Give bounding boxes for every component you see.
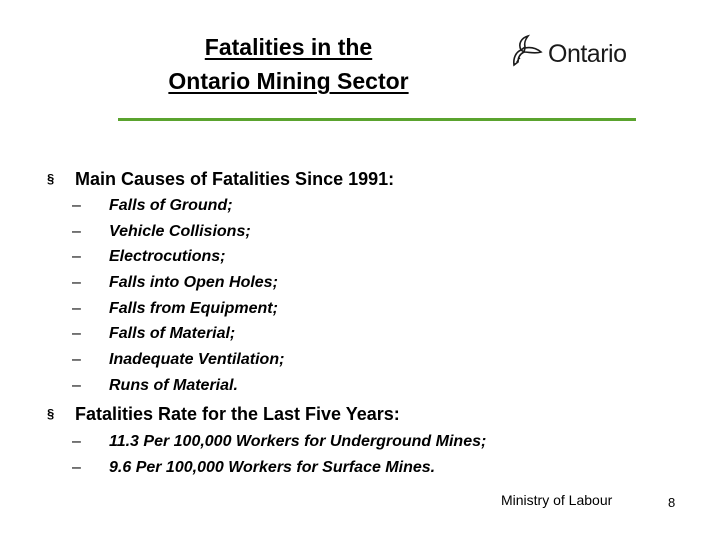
list-item <box>72 272 284 298</box>
list-item <box>72 349 284 375</box>
dash-marker: – <box>72 274 81 292</box>
bullet-heading: Main Causes of Fatalities Since 1991: <box>75 169 395 189</box>
title-divider <box>118 118 636 121</box>
ontario-logo <box>508 32 638 76</box>
list-item <box>72 221 284 247</box>
list-item <box>72 246 284 272</box>
dash-marker: – <box>72 458 81 476</box>
slide-title-line-1: Fatalities in the <box>204 34 373 60</box>
bullet-marker: § <box>47 171 55 186</box>
dash-marker: – <box>72 197 81 214</box>
list-item-text: Electrocutions; <box>109 248 226 266</box>
bullet-fatalities-rate <box>47 403 400 425</box>
logo-wordmark: Ontario <box>548 40 627 68</box>
dash-marker: – <box>72 376 81 394</box>
bullet-heading: Fatalities Rate for the Last Five Years: <box>75 404 400 424</box>
rates-list <box>72 431 486 482</box>
bullet-main-causes <box>47 168 394 190</box>
causes-list <box>72 195 284 401</box>
list-item <box>72 298 284 324</box>
dash-marker: – <box>72 248 81 266</box>
dash-marker: – <box>72 433 81 450</box>
list-item-text: Runs of Material. <box>109 376 238 394</box>
dash-marker: – <box>72 351 81 369</box>
list-item-text: Falls from Equipment; <box>109 299 278 317</box>
list-item-text: Falls of Ground; <box>109 197 233 214</box>
list-item <box>72 431 486 457</box>
footer-organization: Ministry of Labour <box>501 492 613 508</box>
dash-marker: – <box>72 222 81 240</box>
page-number: 8 <box>668 495 676 510</box>
list-item-text: Falls of Material; <box>109 325 236 343</box>
slide-title-line-2: Ontario Mining Sector <box>168 68 409 94</box>
trillium-icon <box>508 32 548 72</box>
list-item-text: Vehicle Collisions; <box>109 222 251 240</box>
list-item <box>72 323 284 349</box>
list-item <box>72 457 486 483</box>
dash-marker: – <box>72 325 81 343</box>
bullet-marker: § <box>47 406 55 421</box>
list-item-text: 9.6 Per 100,000 Workers for Surface Mines. <box>109 458 436 476</box>
list-item <box>72 375 284 401</box>
list-item-text: Falls into Open Holes; <box>109 274 278 292</box>
list-item-text: Inadequate Ventilation; <box>109 351 285 369</box>
list-item-text: 11.3 Per 100,000 Workers for Underground Mines; <box>109 433 487 450</box>
slide-title <box>100 30 477 98</box>
list-item <box>72 195 284 221</box>
dash-marker: – <box>72 299 81 317</box>
